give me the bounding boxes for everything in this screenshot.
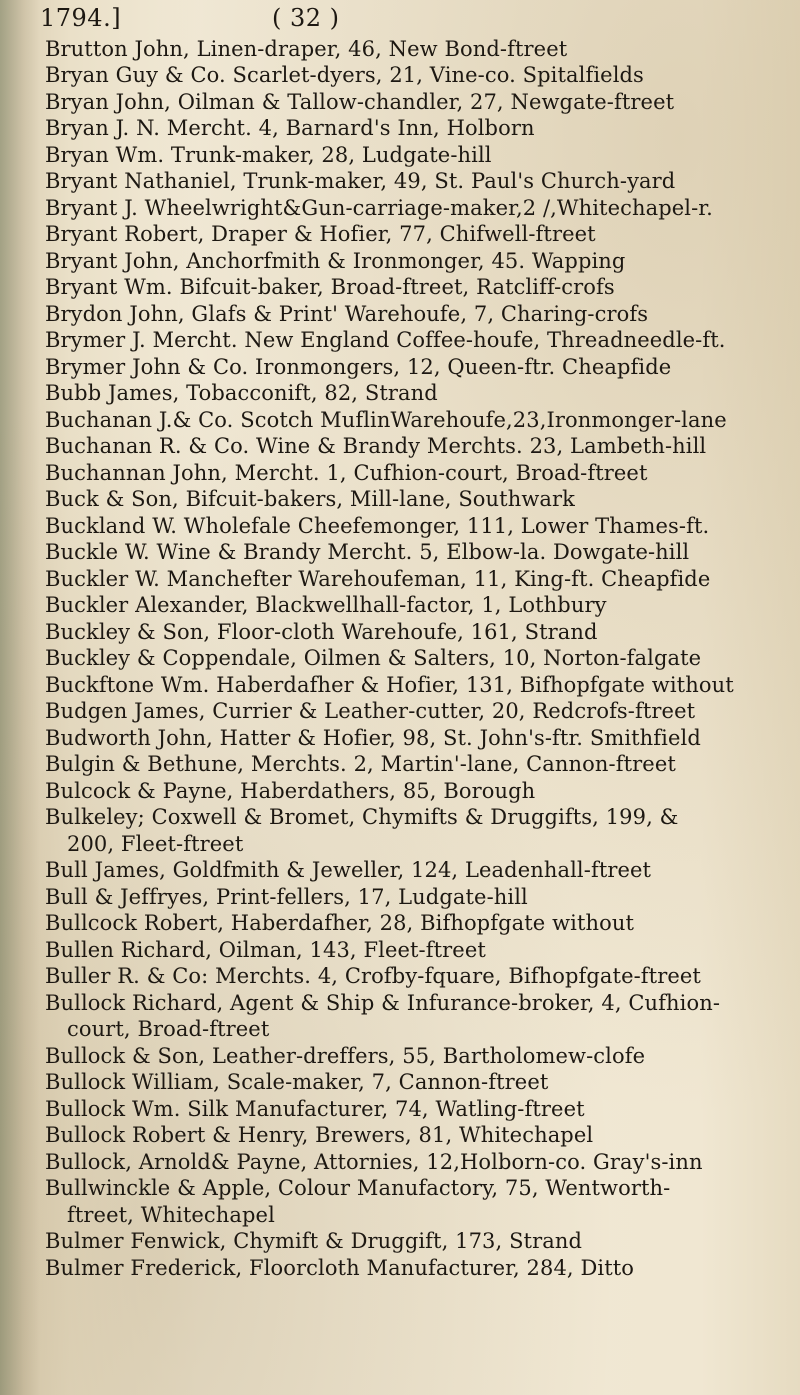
directory-entry-continuation: ftreet, Whitechapel — [67, 1203, 275, 1227]
directory-entry: Bryant J. Wheelwright&Gun-carriage-maker,2 /,Whitechapel-r. — [45, 196, 713, 220]
directory-entry: Bulgin & Bethune, Merchts. 2, Martin'-lane, Cannon-ftreet — [45, 752, 676, 776]
directory-entry: Bubb James, Tobacconift, 82, Strand — [45, 381, 438, 405]
directory-entry: Bulcock & Payne, Haberdathers, 85, Borough — [45, 779, 536, 803]
year-label: 1794.] — [40, 4, 122, 32]
directory-entry: Bryan John, Oilman & Tallow-chandler, 27, Newgate-ftreet — [45, 90, 675, 114]
directory-entry: Buckland W. Wholefale Cheefemonger, 111, Lower Thames-ft. — [45, 514, 710, 538]
directory-entry: Budworth John, Hatter & Hofier, 98, St. John's-ftr. Smithfield — [45, 726, 701, 750]
directory-entry: Bullock Wm. Silk Manufacturer, 74, Watling-ftreet — [45, 1097, 585, 1121]
directory-entry-continuation: 200, Fleet-ftreet — [67, 832, 244, 856]
directory-entry: Bullwinckle & Apple, Colour Manufactory, 75, Wentworth- — [45, 1176, 671, 1200]
directory-entry: Bryant Nathaniel, Trunk-maker, 49, St. Paul's Church-yard — [45, 169, 676, 193]
directory-entry: Buchanan R. & Co. Wine & Brandy Merchts. 23, Lambeth-hill — [45, 434, 707, 458]
directory-entry: Buckle W. Wine & Brandy Mercht. 5, Elbow-la. Dowgate-hill — [45, 540, 690, 564]
directory-entry-continuation: court, Broad-ftreet — [67, 1017, 270, 1041]
directory-entry: Buckler Alexander, Blackwellhall-factor, 1, Lothbury — [45, 593, 607, 617]
directory-entry: Bulmer Frederick, Floorcloth Manufacturer, 284, Ditto — [45, 1256, 635, 1280]
directory-entry: Bryan J. N. Mercht. 4, Barnard's Inn, Holborn — [45, 116, 535, 140]
directory-entry: Buckler W. Manchefter Warehoufeman, 11, King-ft. Cheapfide — [45, 567, 711, 591]
page-edge-shadow — [0, 0, 40, 1395]
directory-entry: Bullcock Robert, Haberdafher, 28, Bifhopfgate without — [45, 911, 635, 935]
page-number: ( 32 ) — [272, 4, 340, 32]
directory-entry: Bullock William, Scale-maker, 7, Cannon-ftreet — [45, 1070, 549, 1094]
directory-entry: Bullock, Arnold& Payne, Attornies, 12,Holborn-co. Gray's-inn — [45, 1150, 703, 1174]
directory-entry: Bullock Robert & Henry, Brewers, 81, Whitechapel — [45, 1123, 594, 1147]
directory-entry: Bullen Richard, Oilman, 143, Fleet-ftreet — [45, 938, 486, 962]
directory-entry: Brymer John & Co. Ironmongers, 12, Queen-ftr. Cheapfide — [45, 355, 672, 379]
directory-entry: Bulmer Fenwick, Chymift & Druggift, 173, Strand — [45, 1229, 583, 1253]
page-header — [40, 4, 780, 38]
directory-entry: Bulkeley; Coxwell & Bromet, Chymifts & Druggifts, 199, & — [45, 805, 679, 829]
directory-entry: Brydon John, Glafs & Print' Warehoufe, 7, Charing-crofs — [45, 302, 649, 326]
directory-entry: Buckftone Wm. Haberdafher & Hofier, 131, Bifhopfgate without — [45, 673, 734, 697]
directory-entry: Buchanan J.& Co. Scotch MuflinWarehoufe,23,Ironmonger-lane — [45, 408, 727, 432]
directory-entry: Buller R. & Co: Merchts. 4, Crofby-fquare, Bifhopfgate-ftreet — [45, 964, 701, 988]
directory-entry: Buchannan John, Mercht. 1, Cufhion-court, Broad-ftreet — [45, 461, 648, 485]
directory-entry: Bryan Guy & Co. Scarlet-dyers, 21, Vine-co. Spitalfields — [45, 63, 644, 87]
directory-entry: Bullock Richard, Agent & Ship & Infurance-broker, 4, Cufhion- — [45, 991, 721, 1015]
directory-entry: Budgen James, Currier & Leather-cutter, 20, Redcrofs-ftreet — [45, 699, 696, 723]
directory-entry: Bryant John, Anchorfmith & Ironmonger, 45. Wapping — [45, 249, 626, 273]
directory-entry: Brymer J. Mercht. New England Coffee-houfe, Threadneedle-ft. — [45, 328, 726, 352]
directory-entry: Bryan Wm. Trunk-maker, 28, Ludgate-hill — [45, 143, 492, 167]
directory-entry: Bull & Jeffryes, Print-fellers, 17, Ludgate-hill — [45, 885, 528, 909]
directory-entry: Buck & Son, Bifcuit-bakers, Mill-lane, Southwark — [45, 487, 575, 511]
directory-entry: Buckley & Son, Floor-cloth Warehoufe, 161, Strand — [45, 620, 598, 644]
directory-entry: Brutton John, Linen-draper, 46, New Bond-ftreet — [45, 37, 568, 61]
directory-entry: Bryant Robert, Draper & Hofier, 77, Chifwell-ftreet — [45, 222, 596, 246]
directory-entry: Buckley & Coppendale, Oilmen & Salters, 10, Norton-falgate — [45, 646, 702, 670]
directory-entry: Bryant Wm. Bifcuit-baker, Broad-ftreet, Ratcliff-crofs — [45, 275, 615, 299]
directory-entry: Bullock & Son, Leather-dreffers, 55, Bartholomew-clofe — [45, 1044, 646, 1068]
directory-entry: Bull James, Goldfmith & Jeweller, 124, Leadenhall-ftreet — [45, 858, 652, 882]
